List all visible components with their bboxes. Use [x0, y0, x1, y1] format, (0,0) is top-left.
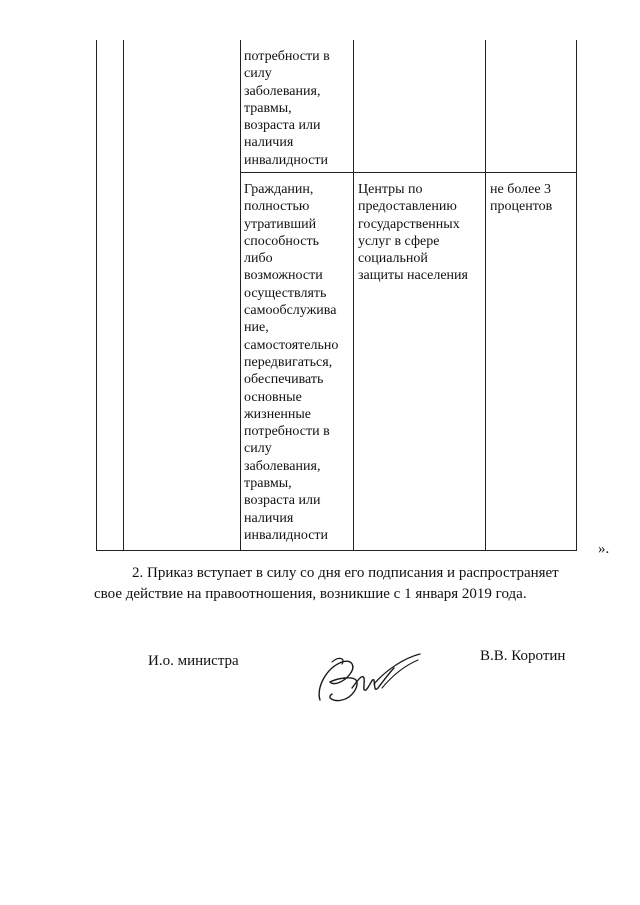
- signatory-name: В.В. Коротин: [480, 648, 566, 664]
- table-cell-provider-bottom: Центры по предоставлению государственных услуг в сфере социальной защиты населения: [358, 182, 468, 284]
- handwritten-signature: [312, 650, 424, 710]
- table-border-col2: [240, 40, 241, 551]
- paragraph-line-1: 2. Приказ вступает в силу со дня его подписания и распространяет: [132, 565, 559, 581]
- table-cell-category-top: потребности в силу заболевания, травмы, возраста или наличия инвалидности: [244, 49, 330, 168]
- table-border-col1: [123, 40, 124, 551]
- table-border-col4: [485, 40, 486, 551]
- table-cell-category-bottom: Гражданин, полностью утративший способность либо возможности осуществлять самообслужива ние, самостоятельно передвигаться, обеспечивать основные жизненные потребности в силу заболевания, травмы, возраста или наличия инвалидности: [244, 182, 339, 543]
- table-border-right: [576, 40, 577, 551]
- table-border-bottom: [96, 550, 577, 551]
- table-row-divider: [240, 172, 577, 173]
- table-cell-rate-bottom: не более 3 процентов: [490, 182, 553, 215]
- table-closing-quote: ».: [598, 541, 610, 557]
- table-border-col3: [353, 40, 354, 551]
- table-border-left: [96, 40, 97, 551]
- order-paragraph: [94, 563, 594, 605]
- signatory-title: И.о. министра: [148, 653, 239, 669]
- paragraph-line-2: свое действие на правоотношения, возникшие с 1 января 2019 года.: [94, 586, 527, 602]
